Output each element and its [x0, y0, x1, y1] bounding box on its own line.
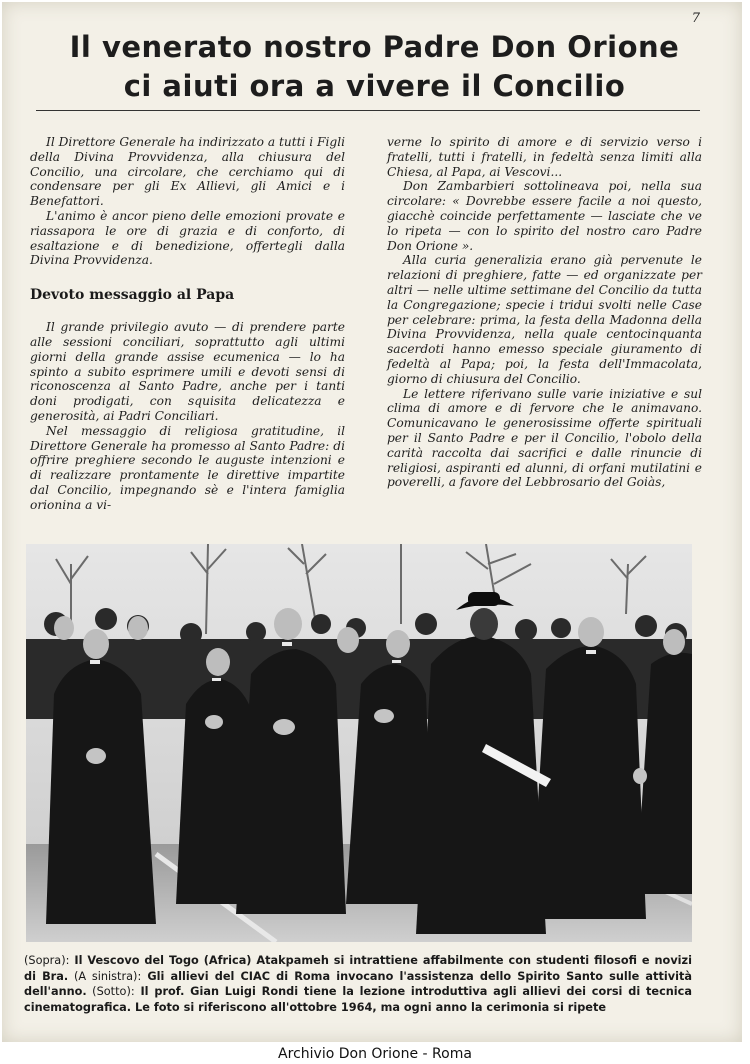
- magazine-page: [2, 2, 742, 1042]
- right-paragraph-3: Alla curia generalizia erano già pervenute le relazioni di preghiere, fatte — ed organizzate per altri — nelle ultime settimane del Concilio da tutta la Congregazione; specie i tridui svolti nelle Case per celebrare: prima, la festa della Madonna della Divina Provvidenza, nella quale centocinquanta sacerdoti hanno emesso speciale giuramento di fedeltà al Papa; poi, la festa dell'Immacolata, giorno di chiusura del Concilio.: [387, 253, 702, 386]
- caption-label-above: (Sopra):: [24, 954, 70, 967]
- right-column: [387, 135, 702, 490]
- body-paragraph-1: Il grande privilegio avuto — di prendere parte alle sessioni conciliari, soprattutto agli ultimi giorni della grande assise ecumenica — lo ha spinto a subito esprimere umili e devoti sensi di riconoscenza al Santo Padre, anche per i tanti doni prodigati, con squisita delicatezza e generosità, ai Padri Conciliari.: [30, 320, 345, 423]
- caption-label-below: (Sotto):: [86, 985, 135, 998]
- caption-text-left: Gli allievi del CIAC di Roma invocano l'assistenza dello Spirito Santo sulle attività dell'anno.: [24, 969, 692, 998]
- intro-paragraph-2: L'animo è ancor pieno delle emozioni provate e riassapora le ore di grazia e di conforto, di esaltazione e di benedizione, offertegli dalla Divina Provvidenza.: [30, 208, 345, 268]
- title-line-1: Il venerato nostro Padre Don Orione: [69, 30, 680, 64]
- right-paragraph-2: Don Zambarbieri sottolineava poi, nella sua circolare: « Dovrebbe essere facile a noi questo, giacchè coincide perfettamente — lasciate che ve lo ripeta — con lo spirito del nostro caro Padre Don Orione ».: [387, 179, 702, 253]
- right-paragraph-1: verne lo spirito di amore e di servizio verso i fratelli, tutti i fratelli, in fedeltà senza limiti alla Chiesa, al Papa, ai Vescovi...: [387, 135, 702, 179]
- right-paragraph-4: Le lettere riferivano sulle varie iniziative e sul clima di amore e di fervore che le animavano. Comunicavano le generosissime offerte spirituali per il Santo Padre e per il Concilio, l'obolo della carità raccolta dai sacrifici e dalle rinuncie di religiosi, aspiranti ed alunni, di orfani mutilatini e poverelli, a favore del Lebbrosario del Goiàs,: [387, 386, 702, 490]
- title-divider: [36, 110, 700, 111]
- section-subheading: Devoto messaggio al Papa: [30, 287, 235, 304]
- page-number: 7: [691, 11, 700, 26]
- photo-caption: [24, 953, 692, 1015]
- archive-footer: Archivio Don Orione - Roma: [278, 1046, 472, 1062]
- left-column: [30, 135, 345, 513]
- title-line-2: ci aiuti ora a vivere il Concilio: [123, 69, 626, 103]
- caption-text-below: Il prof. Gian Luigi Rondi tiene la lezione introduttiva agli allievi dei corsi di tecnica cinematografica. Le foto si riferiscono all'ottobre 1964, ma ogni anno la cerimonia si ripete: [24, 985, 692, 1014]
- group-photo: [26, 544, 692, 942]
- caption-text-above: Il Vescovo del Togo (Africa) Atakpameh si intrattiene affabilmente con studenti filosofi e novizi di Bra.: [24, 954, 692, 983]
- body-paragraph-2: Nel messaggio di religiosa gratitudine, il Direttore Generale ha promesso al Santo Padre: di offrire preghiere secondo le auguste intenzioni e di realizzare prontamente le direttive impartite dal Concilio, impegnando sè e l'intera famiglia orionina a vi-: [30, 423, 345, 512]
- caption-label-left: (A sinistra):: [68, 969, 142, 983]
- intro-paragraph-1: Il Direttore Generale ha indirizzato a tutti i Figli della Divina Provvidenza, alla chiusura del Concilio, una circolare, che cerchiamo qui di condensare per gli Ex Allievi, gli Amici e i Benefattori.: [30, 135, 345, 209]
- article-title: [32, 28, 717, 106]
